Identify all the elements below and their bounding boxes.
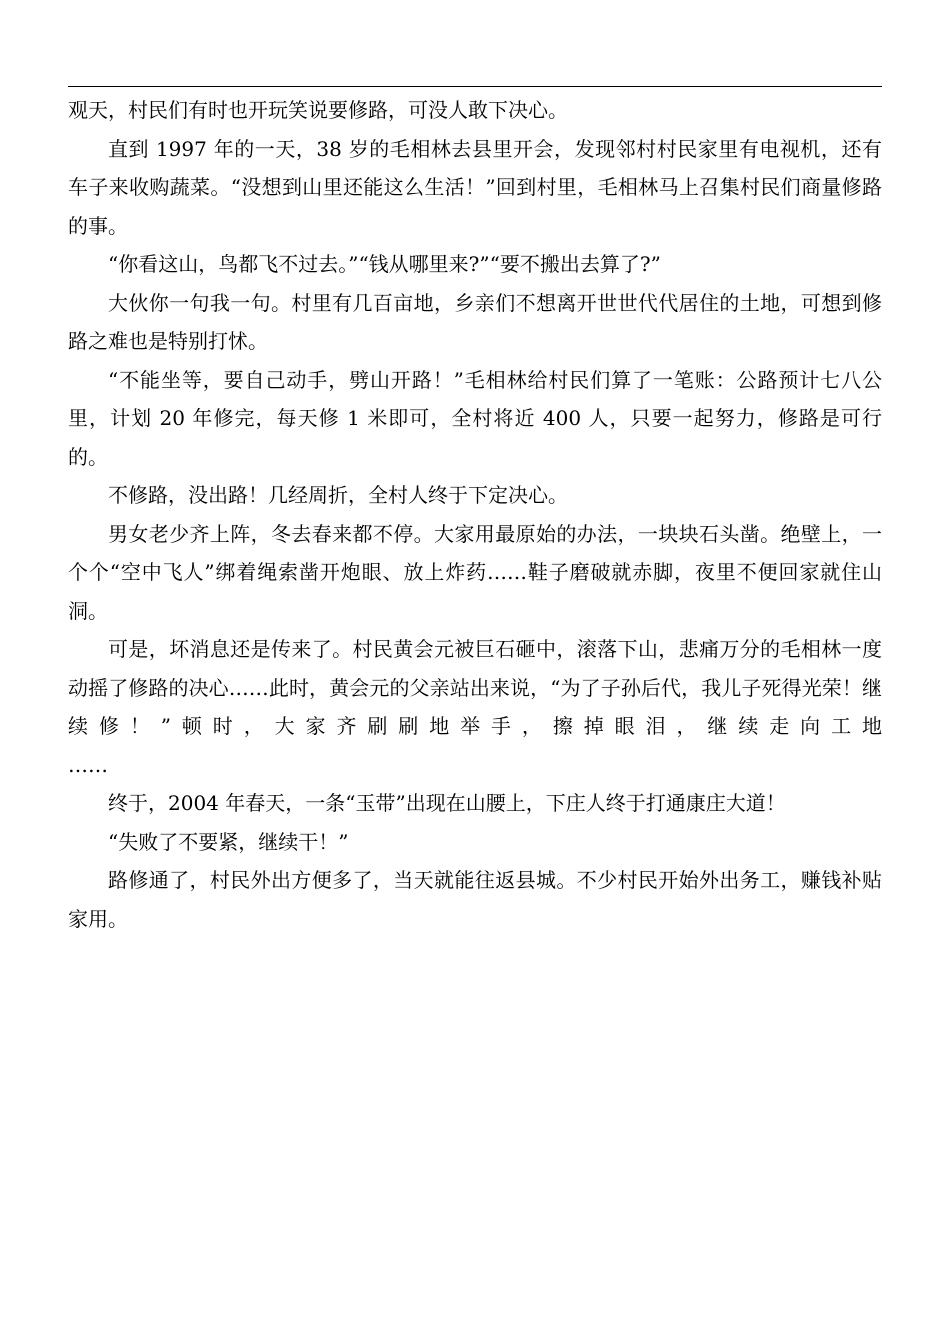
header-rule	[68, 86, 882, 87]
paragraph: “你看这山，鸟都飞不过去。”“钱从哪里来?”“要不搬出去算了?”	[108, 252, 661, 276]
paragraph: 大伙你一句我一句。村里有几百亩地，乡亲们不想离开世世代代居住的土地，可想到修路之难也是特别打怵。	[68, 290, 882, 353]
paragraph: 男女老少齐上阵，冬去春来都不停。大家用最原始的办法，一块块石头凿。绝壁上，一个个“空中飞人”绑着绳索凿开炮眼、放上炸药……鞋子磨破就赤脚，夜里不便回家就住山洞。	[68, 521, 882, 623]
paragraph-continued: 观天，村民们有时也开玩笑说要修路，可没人敢下决心。	[68, 98, 568, 122]
paragraph-ellipsis: ……	[68, 752, 108, 777]
paragraph: 可是，坏消息还是传来了。村民黄会元被巨石砸中，滚落下山，悲痛万分的毛相林一度动摇了修路的决心……此时，黄会元的父亲站出来说，“为了子孙后代，我儿子死得光荣！继续修！”顿时，大家齐刷刷地举手，擦掉眼泪，继续走向工地	[68, 637, 882, 738]
article-body	[68, 91, 882, 938]
paragraph: 终于，2004 年春天，一条“玉带”出现在山腰上，下庄人终于打通康庄大道！	[108, 791, 786, 815]
paragraph: “不能坐等，要自己动手，劈山开路！”毛相林给村民们算了一笔账：公路预计七八公里，计划 20 年修完，每天修 1 米即可，全村将近 400 人，只要一起努力，修路是可行的。	[68, 367, 882, 469]
paragraph: 路修通了，村民外出方便多了，当天就能往返县城。不少村民开始外出务工，赚钱补贴家用。	[68, 868, 882, 931]
paragraph: 直到 1997 年的一天，38 岁的毛相林去县里开会，发现邻村村民家里有电视机，还有车子来收购蔬菜。“没想到山里还能这么生活！”回到村里，毛相林马上召集村民们商量修路的事。	[68, 136, 882, 238]
paragraph: 不修路，没出路！几经周折，全村人终于下定决心。	[108, 483, 568, 507]
paragraph: “失败了不要紧，继续干！”	[108, 829, 349, 854]
